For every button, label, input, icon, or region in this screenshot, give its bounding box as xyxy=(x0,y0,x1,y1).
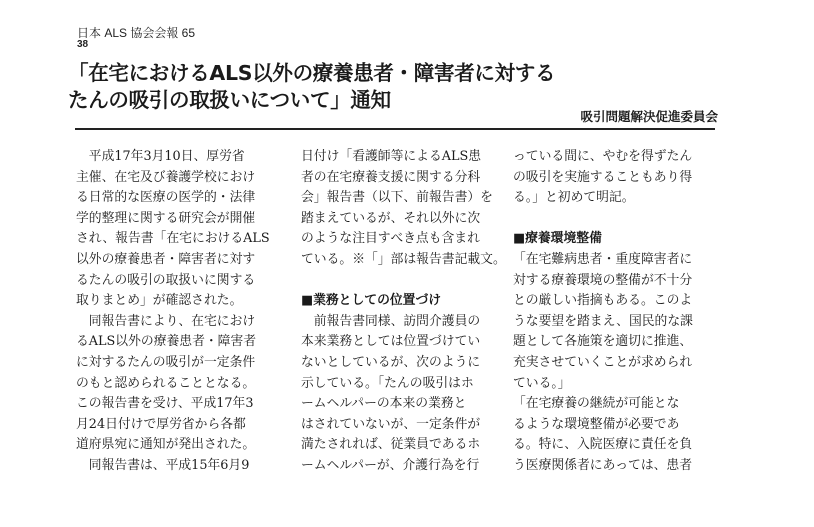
text-line: 示している。「たんの吸引はホ xyxy=(301,375,474,391)
section-heading-business: ■業務としての位置づけ xyxy=(301,293,442,309)
text-line: っている間に、やむを得ずたん xyxy=(513,149,693,164)
text-line: るたんの吸引の取扱いに関する xyxy=(76,272,256,288)
text-line: 満たされれば、従業員であるホ xyxy=(301,437,481,453)
text-line: 同報告書により、在宅におけ xyxy=(76,313,256,329)
text-column-2 xyxy=(301,147,506,477)
text-line: に対するたんの吸引が一定条件 xyxy=(76,354,256,370)
text-line: 題として各施策を適切に推進、 xyxy=(513,334,693,350)
text-line: 者の在宅療養支援に関する分科 xyxy=(301,169,481,185)
section-spacer xyxy=(513,209,713,230)
text-line: 平成17年3月10日、厚労省 xyxy=(76,149,245,164)
text-line: る。特に、入院医療に責任を負 xyxy=(513,437,693,453)
text-column-3 xyxy=(513,147,713,477)
text-line: 取りまとめ」が確認された。 xyxy=(76,293,243,309)
text-line: 同報告書は、平成15年6月9 xyxy=(76,457,250,473)
page-number: 38 xyxy=(77,39,89,50)
text-line: う医療関係者にあっては、患者 xyxy=(513,457,693,473)
text-line: この報告書を受け、平成17年3 xyxy=(76,396,254,412)
article-title xyxy=(68,60,588,114)
journal-name: 日本 ALS 協会会報 65 xyxy=(77,26,196,40)
text-line: 以外の療養患者・障害者に対す xyxy=(76,251,256,267)
text-line: のもと認められることとなる。 xyxy=(76,375,256,391)
text-line: 学的整理に関する研究会が開催 xyxy=(76,210,256,226)
text-line: 対する療養環境の整備が不十分 xyxy=(513,272,693,288)
section-spacer xyxy=(301,271,501,292)
text-line: ームヘルパーが、介護行為を行 xyxy=(301,457,480,473)
text-line: 踏まえているが、それ以外に次 xyxy=(301,210,481,226)
text-line: 「在宅難病患者・重度障害者に xyxy=(513,251,693,267)
paragraph xyxy=(76,312,276,456)
text-line: 主催、在宅及び養護学校におけ xyxy=(76,169,256,185)
text-line: 「在宅療養の継続が可能とな xyxy=(513,396,680,412)
text-line: 道府県宛に通知が発出された。 xyxy=(76,437,256,453)
text-line: ないとしているが、次のように xyxy=(301,354,481,370)
text-line: るALS以外の療養患者・障害者 xyxy=(76,334,257,350)
text-line: ている。※「」部は報告書記載文。 xyxy=(301,251,506,267)
text-column-1 xyxy=(76,147,276,477)
paragraph xyxy=(513,147,713,209)
text-line: ている。」 xyxy=(513,375,571,391)
text-line: 充実させていくことが求められ xyxy=(513,354,693,370)
text-line: の吸引を実施することもあり得 xyxy=(513,169,693,185)
title-line-2: たんの吸引の取扱いについて」通知 xyxy=(68,88,391,112)
paragraph xyxy=(76,147,276,312)
text-line: 会」報告書（以下、前報告書）を xyxy=(301,190,493,206)
text-line: るような環境整備が必要であ xyxy=(513,416,680,432)
paragraph xyxy=(513,250,713,394)
author-committee: 吸引問題解決促進委員会 xyxy=(580,109,718,124)
title-divider xyxy=(75,128,715,130)
text-line: 本来業務としては位置づけてい xyxy=(301,334,481,350)
paragraph xyxy=(301,147,506,271)
title-line-1: 「在宅におけるALS以外の療養患者・障害者に対する xyxy=(68,61,556,85)
text-line: はされていないが、一定条件が xyxy=(301,416,481,432)
text-line: る。」と初めて明記。 xyxy=(513,190,635,206)
paragraph xyxy=(301,312,501,477)
section-heading-environment: ■療養環境整備 xyxy=(513,231,602,247)
text-line: 月24日付けで厚労省から各都 xyxy=(76,416,246,432)
text-line: うな要望を踏まえ、国民的な課 xyxy=(513,313,693,329)
text-line: ームヘルパーの本来の業務と xyxy=(301,396,467,412)
text-line: る日常的な医療の医学的・法律 xyxy=(76,190,256,206)
text-line: 前報告書同様、訪問介護員の xyxy=(301,313,481,329)
text-line: との厳しい指摘もある。このよ xyxy=(513,293,693,309)
text-line: のような注目すべき点も含まれ xyxy=(301,231,480,247)
text-line: 日付け「看護師等によるALS患 xyxy=(301,149,482,164)
running-header xyxy=(77,26,195,51)
paragraph xyxy=(76,456,276,477)
paragraph xyxy=(513,394,713,476)
text-line: され、報告書「在宅におけるALS xyxy=(76,231,270,247)
